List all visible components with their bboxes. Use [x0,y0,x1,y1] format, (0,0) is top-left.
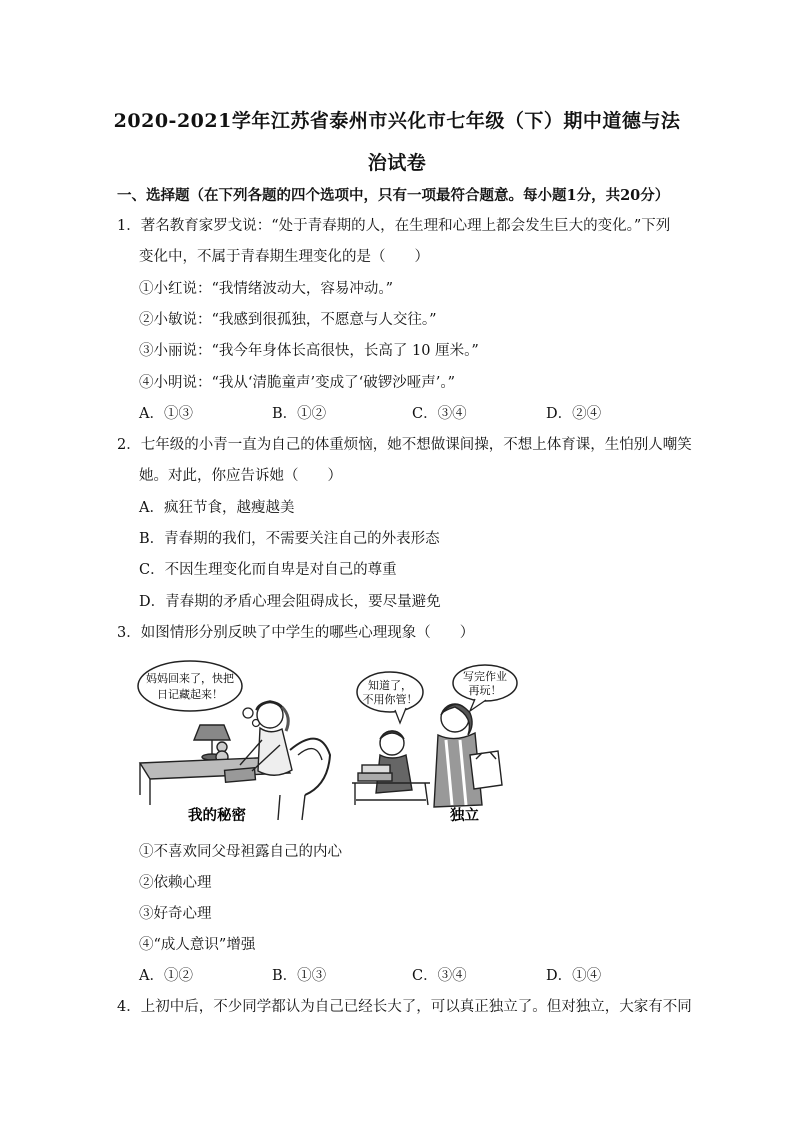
left-speech-bubble [138,661,260,727]
right-speech-bubble [453,665,517,711]
q3-item-4: ④“成人意识”增强 [139,937,256,953]
left-bubble-line2: 日记藏起来！ [157,688,223,701]
exam-title-line2: 治试卷 [367,152,427,174]
right-scene-drawing [352,704,502,807]
q2-option-d: D．青春期的矛盾心理会阻碍成长，要尽量避免 [139,594,441,610]
q3-illustration [130,655,530,830]
q3-item-1: ①不喜欢同父母袒露自己的内心 [139,844,342,860]
q1-option-b: B．①② [272,406,327,422]
q2-option-a: A．疯狂节食，越瘦越美 [139,500,295,516]
mid-bubble-line2: 不用你管！ [362,693,418,706]
q3-item-3: ③好奇心理 [139,906,212,922]
q1-item-4: ④小明说：“我从‘清脆童声’变成了‘破锣沙哑声’。” [139,375,456,391]
q3-options [0,966,794,986]
q3-stem: 3．如图情形分别反映了中学生的哪些心理现象（ ） [117,625,475,641]
exam-title-line1: 2020-2021学年江苏省泰州市兴化市七年级（下）期中道德与法 [113,110,681,132]
q3-option-b: B．①③ [272,968,327,984]
left-bubble-line1: 妈妈回来了，快把 [146,672,234,685]
right-caption: 独立 [450,808,479,824]
q3-option-c: C．③④ [412,968,467,984]
q1-stem-line2: 变化中，不属于青春期生理变化的是（ ） [139,249,429,265]
middle-speech-bubble [357,672,423,723]
section-heading: 一、选择题（在下列各题的四个选项中，只有一项最符合题意。每小题1分，共20分） [117,187,670,204]
right-bubble-line2: 再玩！ [468,684,502,697]
q2-stem-line1: 2．七年级的小青一直为自己的体重烦恼，她不想做课间操，不想上体育课，生怕别人嘲笑 [117,437,692,453]
q1-item-1: ①小红说：“我情绪波动大，容易冲动。” [139,281,394,297]
q1-stem-line1: 1．著名教育家罗戈说：“处于青春期的人，在生理和心理上都会发生巨大的变化。”下列 [117,218,671,234]
q1-option-a: A．①③ [139,406,193,422]
q1-option-c: C．③④ [412,406,467,422]
mid-bubble-line1: 知道了， [368,679,412,692]
q4-stem-line1: 4．上初中后，不少同学都认为自己已经长大了，可以真正独立了。但对独立，大家有不同 [117,999,692,1015]
q3-option-d: D．①④ [546,968,602,984]
q1-options [0,404,794,424]
cartoon-illustration [130,655,530,830]
q2-option-b: B．青春期的我们，不需要关注自己的外表形态 [139,531,440,547]
left-caption: 我的秘密 [188,808,246,824]
left-scene-drawing [140,701,330,820]
q1-item-3: ③小丽说：“我今年身体长高很快，长高了 10 厘米。” [139,343,479,359]
q2-option-c: C．不因生理变化而自卑是对自己的尊重 [139,562,397,578]
q1-item-2: ②小敏说：“我感到很孤独，不愿意与人交往。” [139,312,437,328]
q1-option-d: D．②④ [546,406,602,422]
q2-stem-line2: 她。对此，你应告诉她（ ） [139,468,342,484]
right-bubble-line1: 写完作业 [463,670,507,683]
q3-option-a: A．①② [139,968,193,984]
q3-item-2: ②依赖心理 [139,875,212,891]
